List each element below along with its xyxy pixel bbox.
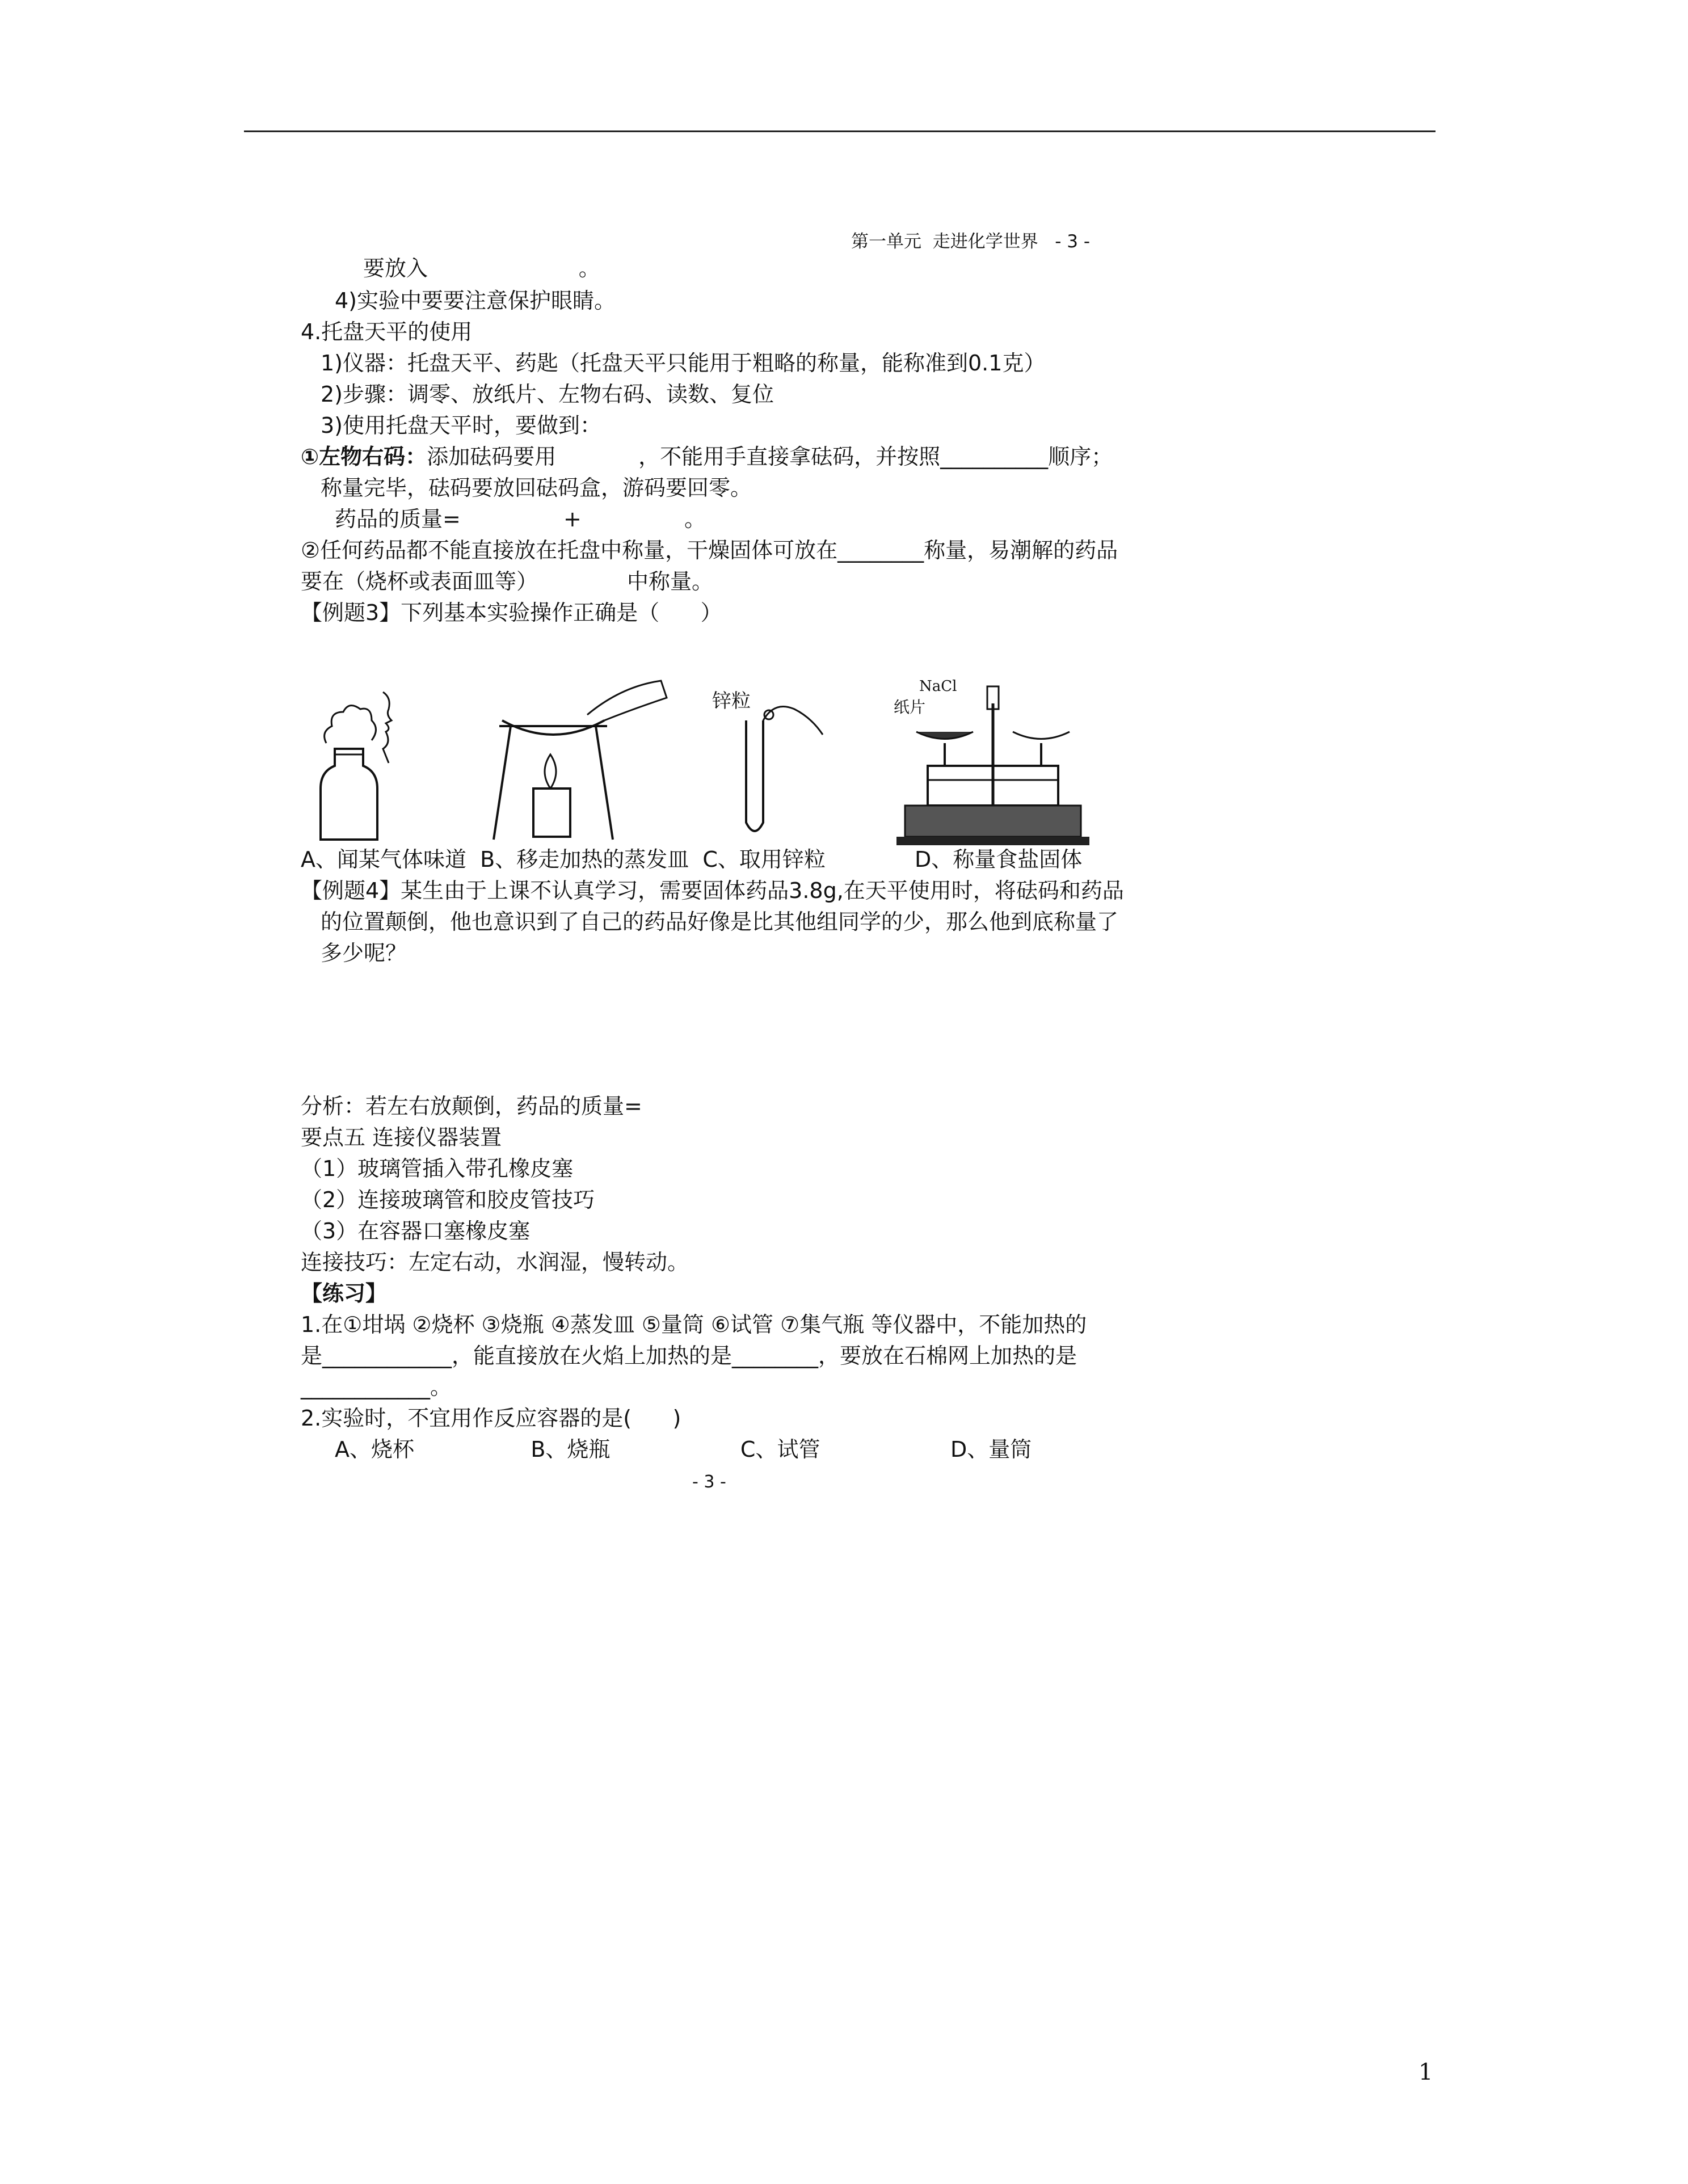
figure-a-smell-gas: [309, 675, 406, 845]
text-span: 添加砝码要用 ，不能用手直接拿砝码，并按照__________顺序；: [427, 444, 1113, 469]
page-footer: - 3 -: [692, 1472, 726, 1492]
header-rule: [244, 130, 1436, 132]
text-line: （3）在容器口塞橡皮塞: [301, 1219, 531, 1243]
text-line: 1)仪器：托盘天平、药匙（托盘天平只能用于粗略的称量，能称准到0.1克）: [321, 351, 1046, 376]
text-line: 要在（烧杯或表面皿等） 中称量。: [301, 569, 714, 594]
figure-c-zinc-granules: [712, 675, 837, 845]
text-line: 连接技巧：左定右动，水润湿，慢转动。: [301, 1250, 689, 1275]
text-line: ②任何药品都不能直接放在托盘中称量，干燥固体可放在________称量，易潮解的药品: [301, 538, 1118, 563]
text-line: 多少呢？: [321, 941, 407, 965]
example-question: 【例题3】下列基本实验操作正确是（ ）: [301, 600, 722, 625]
figure-d-weigh-salt: [894, 675, 1092, 851]
practice-heading: 【练习】: [301, 1281, 388, 1306]
text-line: （2）连接玻璃管和胶皮管技巧: [301, 1187, 595, 1212]
text-line: 2)步骤：调零、放纸片、左物右码、读数、复位: [321, 382, 774, 407]
running-head: 第一单元 走进化学世界 - 3 -: [851, 231, 1091, 252]
bold-term: ①左物右码：: [301, 444, 427, 469]
text-line: 要放入 。: [363, 256, 600, 281]
text-line: 4)实验中要要注意保护眼睛。: [335, 288, 616, 313]
nacl-label: NaCl: [919, 678, 957, 695]
text-line: 1.在①坩埚 ②烧杯 ③烧瓶 ④蒸发皿 ⑤量筒 ⑥试管 ⑦集气瓶 等仪器中，不能加热的: [301, 1312, 1087, 1337]
text-line: 2.实验时，不宜用作反应容器的是( ): [301, 1406, 681, 1431]
answer-options: A、烧杯 B、烧瓶 C、试管 D、量筒: [335, 1437, 1032, 1462]
text-line: [301, 442, 1113, 471]
figure-captions: A、闻某气体味道 B、移走加热的蒸发皿 C、取用锌粒 D、称量食盐固体: [301, 847, 1083, 872]
example-question: 【例题4】某生由于上课不认真学习，需要固体药品3.8g,在天平使用时，将砝码和药品: [301, 878, 1124, 903]
text-line: 3)使用托盘天平时，要做到：: [321, 413, 602, 438]
text-line: 的位置颠倒，他也意识到了自己的药品好像是比其他组同学的少，那么他到底称量了: [321, 909, 1119, 934]
text-line: ____________。: [301, 1375, 452, 1399]
gas-bottle-icon: [309, 675, 406, 845]
section-heading: 4.托盘天平的使用: [301, 319, 473, 344]
figure-b-evaporating-dish: [491, 675, 672, 845]
text-line: 是____________，能直接放在火焰上加热的是________，要放在石棉网上加热的是: [301, 1343, 1077, 1368]
text-line: （1）玻璃管插入带孔橡皮塞: [301, 1156, 574, 1181]
text-line: 药品的质量= + 。: [335, 507, 706, 532]
section-heading: 要点五 连接仪器装置: [301, 1125, 502, 1150]
text-line: 称量完毕，砝码要放回砝码盒，游码要回零。: [321, 475, 752, 500]
experiment-figures: [309, 675, 1092, 862]
text-line: 分析：若左右放颠倒，药品的质量=: [301, 1094, 642, 1119]
zinc-label: 锌粒: [712, 690, 751, 712]
page-number: 1: [1418, 2059, 1433, 2085]
paper-label: 纸片: [894, 698, 926, 716]
tripod-burner-icon: [491, 675, 672, 845]
